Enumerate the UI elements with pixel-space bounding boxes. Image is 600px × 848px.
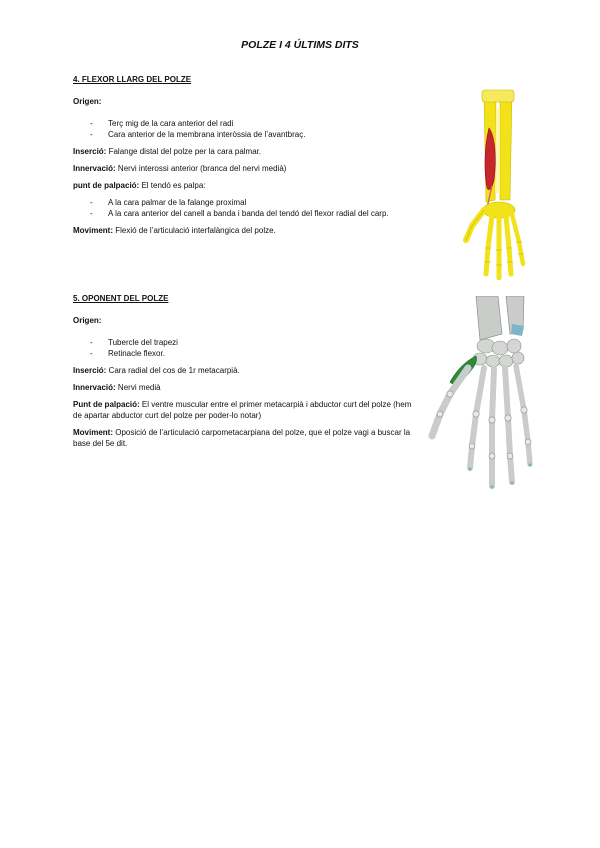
insertion-line: Inserció: Falange distal del polze per la cara palmar. [73,147,262,156]
list-item: - A la cara anterior del canell a banda i banda del tendó del flexor radial del carp. [90,209,389,218]
origin-label: Origen: [73,97,102,106]
origin-label: Origen: [73,316,102,325]
section-heading: 5. OPONENT DEL POLZE [73,294,169,303]
list-item: - Retinacle flexor. [90,349,165,358]
innervation-line: Innervació: Nervi medià [73,383,161,392]
section-flexor-llarg [73,74,423,236]
origin-list [73,337,423,359]
insertion-line: Inserció: Cara radial del cos de 1r metacarpià. [73,366,240,375]
list-item: - Terç mig de la cara anterior del radi [90,119,234,128]
section-oponent [73,293,423,449]
section-heading: 4. FLEXOR LLARG DEL POLZE [73,75,192,84]
palpation-line: Punt de palpació: El ventre muscular entre el primer metacarpià i abductor curt del polze (hem de apartar abductor curt del polze per poder-lo notar) [73,400,412,420]
list-item: - A la cara palmar de la falange proximal [90,198,247,207]
palpation-line: punt de palpació: El tendó es palpa: [73,181,206,190]
movement-line: Moviment: Oposició de l’articulació carpometacarpiana del polze, que el polze vagi a buscar la base del 5e dit. [73,428,411,448]
page-title: POLZE I 4 ÚLTIMS DITS [241,39,359,51]
list-item: - Cara anterior de la membrana interòssia de l’avantbraç. [90,130,306,139]
opponens-pollicis-illustration [428,296,553,522]
list-item: - Tubercle del trapezi [90,338,178,347]
innervation-line: Innervació: Nervi interossi anterior (branca del nervi medià) [73,164,287,173]
origin-list [73,118,423,140]
movement-line: Moviment: Flexió de l’articulació interfalàngica del polze. [73,226,276,235]
flexor-pollicis-longus-illustration [462,88,542,280]
palpation-list [73,197,453,219]
